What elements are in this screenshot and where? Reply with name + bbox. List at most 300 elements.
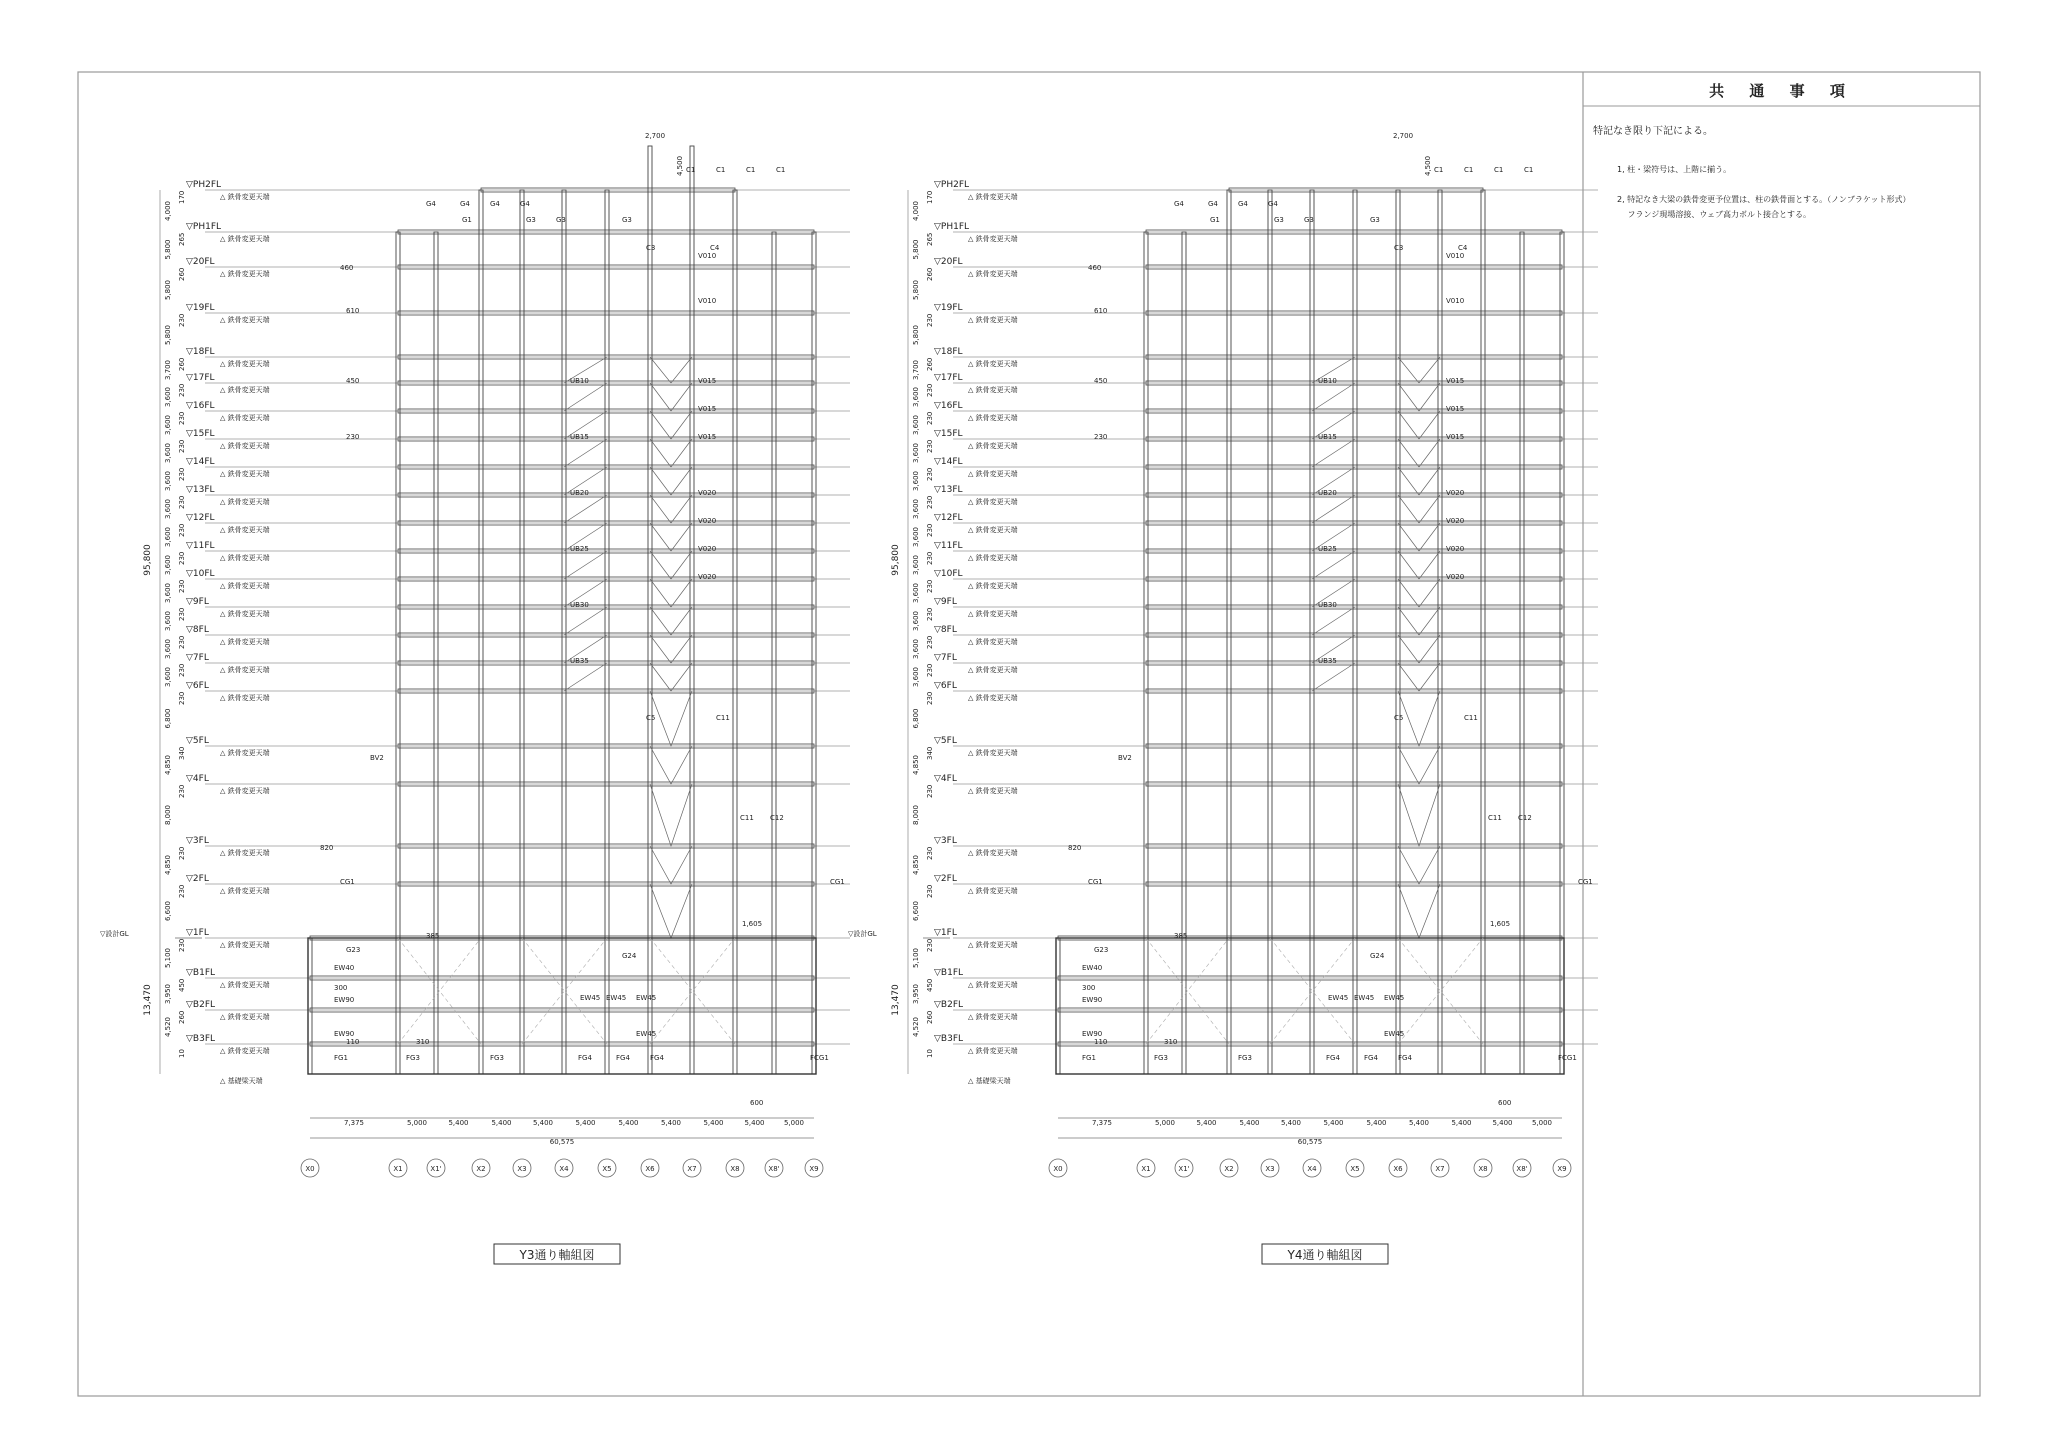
floor-offset: 265 xyxy=(926,232,934,246)
core-brace xyxy=(650,607,692,635)
span-label: 5,000 xyxy=(1531,1119,1553,1127)
story-height: 6,800 xyxy=(164,708,172,729)
floor-offset: 230 xyxy=(926,383,934,397)
level-label: ▽19FL xyxy=(934,303,963,313)
notes-item-3: フランジ現場溶接、ウェブ高力ボルト接合とする。 xyxy=(1617,210,1812,219)
level-note: △ 鉄骨変更天端 xyxy=(220,442,270,450)
level-label: ▽6FL xyxy=(934,681,957,691)
level-label: ▽11FL xyxy=(934,541,963,551)
level-label: ▽16FL xyxy=(934,401,963,411)
level-label: ▽B2FL xyxy=(934,1000,964,1010)
level-label: ▽8FL xyxy=(186,625,209,635)
story-height: 3,600 xyxy=(912,414,920,436)
core-brace xyxy=(650,383,692,411)
floor-offset: 230 xyxy=(926,523,934,537)
story-height: 3,600 xyxy=(164,498,172,520)
total-span: 60,575 xyxy=(1297,1138,1323,1146)
column-label: C3 xyxy=(646,244,656,252)
span-label: 5,400 xyxy=(1451,1119,1472,1127)
level-note: △ 鉄骨変更天端 xyxy=(220,1013,270,1021)
floor-offset: 230 xyxy=(178,467,186,481)
floor-offset: 260 xyxy=(926,1010,934,1024)
level-note: △ 鉄骨変更天端 xyxy=(968,694,1018,702)
level-note: △ 鉄骨変更天端 xyxy=(220,1047,270,1055)
brace-label: V015 xyxy=(698,405,717,413)
floor-offset: 230 xyxy=(926,579,934,593)
span-label: 5,400 xyxy=(1239,1119,1260,1127)
diagonal-brace xyxy=(564,495,607,523)
floor-offset: 170 xyxy=(178,190,186,204)
floor-offset: 450 xyxy=(926,978,934,992)
dimension-mark: 310 xyxy=(1164,1038,1178,1046)
level-label: ▽4FL xyxy=(934,774,957,784)
level-label: ▽17FL xyxy=(186,373,215,383)
level-note: △ 鉄骨変更天端 xyxy=(220,981,270,989)
brace-label: V020 xyxy=(698,545,717,553)
level-label: ▽7FL xyxy=(186,653,209,663)
floor-offset: 230 xyxy=(178,383,186,397)
floor-offset: 260 xyxy=(178,267,186,281)
level-note: △ 鉄骨変更天端 xyxy=(220,582,270,590)
top-width: 2,700 xyxy=(645,132,666,140)
story-height: 3,600 xyxy=(912,442,920,464)
level-note: △ 鉄骨変更天端 xyxy=(220,610,270,618)
column-label: C11 xyxy=(740,814,754,822)
column-label: C4 xyxy=(710,244,720,252)
wall-label: EW45 xyxy=(636,1030,657,1038)
beam-label: FG4 xyxy=(578,1054,592,1062)
level-label: ▽13FL xyxy=(934,485,963,495)
story-height: 3,600 xyxy=(912,666,920,688)
brace-label: UB25 xyxy=(1318,545,1337,553)
dimension-mark: 385 xyxy=(426,932,440,940)
beam-label: G4 xyxy=(460,200,470,208)
floor-offset: 230 xyxy=(178,607,186,621)
diagonal-brace xyxy=(1312,551,1355,579)
core-brace xyxy=(1398,607,1440,635)
span-label: 5,400 xyxy=(1280,1119,1302,1127)
brace-label: V020 xyxy=(1446,517,1465,525)
column xyxy=(605,190,609,1074)
level-note: △ 鉄骨変更天端 xyxy=(220,386,270,394)
level-note: △ 鉄骨変更天端 xyxy=(220,749,270,757)
level-label: ▽12FL xyxy=(186,513,215,523)
level-note: △ 鉄骨変更天端 xyxy=(968,386,1018,394)
level-label: ▽PH1FL xyxy=(934,222,970,232)
level-label: ▽20FL xyxy=(934,257,963,267)
floor-offset: 10 xyxy=(178,1049,186,1058)
story-height: 3,600 xyxy=(164,386,172,408)
floor-offset: 260 xyxy=(178,357,186,371)
level-note: △ 鉄骨変更天端 xyxy=(220,470,270,478)
core-brace xyxy=(650,523,692,551)
level-note: △ 鉄骨変更天端 xyxy=(968,1013,1018,1021)
story-height: 4,520 xyxy=(912,1016,920,1038)
column xyxy=(434,232,438,1074)
notes-lead: 特記なき限り下記による。 xyxy=(1593,126,1713,137)
column xyxy=(1268,190,1272,1074)
story-height: 5,800 xyxy=(912,279,920,301)
level-note: △ 鉄骨変更天端 xyxy=(220,887,270,895)
brace-label: V010 xyxy=(698,297,717,305)
level-note: △ 鉄骨変更天端 xyxy=(968,582,1018,590)
beam-label: G1 xyxy=(462,216,472,224)
beam-label: FG1 xyxy=(334,1054,348,1062)
diagonal-brace xyxy=(1312,663,1355,691)
floor-offset: 230 xyxy=(926,313,934,327)
floor-offset: 230 xyxy=(178,938,186,952)
brace-label: V015 xyxy=(698,433,717,441)
brace-label: V015 xyxy=(1446,405,1465,413)
column xyxy=(733,190,737,1074)
level-label: ▽5FL xyxy=(934,736,957,746)
level-note: △ 鉄骨変更天端 xyxy=(968,316,1018,324)
story-height: 3,600 xyxy=(164,666,172,688)
level-label: ▽13FL xyxy=(186,485,215,495)
level-note: △ 鉄骨変更天端 xyxy=(968,270,1018,278)
axis-label: X1 xyxy=(393,1165,403,1173)
core-brace xyxy=(650,439,692,467)
column-label: C5 xyxy=(1394,714,1404,722)
column-label: C11 xyxy=(1464,714,1478,722)
column-label: C4 xyxy=(1458,244,1468,252)
level-label: ▽PH2FL xyxy=(934,180,970,190)
axis-label: X7 xyxy=(687,1165,697,1173)
column xyxy=(1481,190,1485,1074)
floor-offset: 230 xyxy=(178,663,186,677)
level-label: ▽17FL xyxy=(934,373,963,383)
story-height: 3,600 xyxy=(164,610,172,632)
axis-label: X1 xyxy=(1141,1165,1151,1173)
brace-label: BV2 xyxy=(370,754,384,762)
beam-label: G4 xyxy=(1208,200,1218,208)
beam-label: G4 xyxy=(1174,200,1184,208)
story-height: 5,800 xyxy=(912,239,920,260)
level-note: △ 鉄骨変更天端 xyxy=(968,442,1018,450)
caption-y4: Y4通り軸組図 xyxy=(1287,1248,1363,1262)
level-label: ▽10FL xyxy=(186,569,215,579)
story-height: 8,000 xyxy=(912,804,920,826)
dimension-mark: 610 xyxy=(346,307,360,315)
core-brace xyxy=(650,579,692,607)
span-label: 5,400 xyxy=(744,1119,765,1127)
floor-offset: 10 xyxy=(926,1049,934,1058)
brace-label: UB35 xyxy=(570,657,589,665)
level-label: ▽B1FL xyxy=(934,968,964,978)
brace-label: UB30 xyxy=(570,601,589,609)
beam-label: FG4 xyxy=(1326,1054,1340,1062)
column-label: C1 xyxy=(1524,166,1534,174)
story-height: 4,850 xyxy=(164,754,172,776)
beam-label: G24 xyxy=(1370,952,1385,960)
level-note: △ 鉄骨変更天端 xyxy=(220,526,270,534)
beam-label: G23 xyxy=(346,946,361,954)
core-brace xyxy=(1398,551,1440,579)
column xyxy=(648,146,652,1074)
diagonal-brace xyxy=(564,663,607,691)
axis-label: X1' xyxy=(430,1165,442,1173)
level-label: ▽15FL xyxy=(934,429,963,439)
story-height: 4,850 xyxy=(164,854,172,876)
column-label: C1 xyxy=(1494,166,1504,174)
dimension-mark: 110 xyxy=(1094,1038,1108,1046)
level-label: ▽12FL xyxy=(934,513,963,523)
floor-offset: 230 xyxy=(178,439,186,453)
beam-label: FCG1 xyxy=(1558,1054,1577,1062)
core-brace xyxy=(650,784,692,846)
dimension-mark: 610 xyxy=(1094,307,1108,315)
column xyxy=(690,146,694,1074)
story-height: 4,000 xyxy=(912,200,920,222)
total-span: 60,575 xyxy=(549,1138,575,1146)
beam-label: FG4 xyxy=(616,1054,630,1062)
diagonal-brace xyxy=(1312,439,1355,467)
axis-label: X3 xyxy=(517,1165,527,1173)
level-label: ▽B2FL xyxy=(186,1000,216,1010)
ground-label: ▽設計GL xyxy=(848,930,877,938)
dimension-mark: 300 xyxy=(334,984,348,992)
floor-offset: 230 xyxy=(178,884,186,898)
level-note: △ 鉄骨変更天端 xyxy=(220,849,270,857)
axis-label: X5 xyxy=(602,1165,612,1173)
beam-label: G4 xyxy=(426,200,436,208)
brace-label: UB15 xyxy=(1318,433,1337,441)
span-label: 7,375 xyxy=(1091,1119,1113,1127)
level-note: △ 鉄骨変更天端 xyxy=(220,235,270,243)
core-brace xyxy=(650,746,692,784)
core-brace xyxy=(1398,746,1440,784)
core-brace xyxy=(1398,635,1440,663)
floor-offset: 260 xyxy=(178,1010,186,1024)
level-note: △ 鉄骨変更天端 xyxy=(220,498,270,506)
brace-label: V020 xyxy=(698,489,717,497)
story-height: 3,600 xyxy=(912,638,920,660)
story-height: 4,000 xyxy=(164,200,172,222)
level-label: ▽1FL xyxy=(186,928,209,938)
level-label: ▽6FL xyxy=(186,681,209,691)
wall-label: EW45 xyxy=(1384,994,1405,1002)
wall-label: EW90 xyxy=(1082,1030,1103,1038)
story-height: 4,850 xyxy=(912,754,920,776)
level-label: ▽3FL xyxy=(934,836,957,846)
core-brace xyxy=(1398,884,1440,938)
level-note: △ 鉄骨変更天端 xyxy=(220,554,270,562)
column xyxy=(772,232,776,1074)
column-label: C1 xyxy=(746,166,756,174)
level-label: ▽2FL xyxy=(186,874,209,884)
floor-offset: 230 xyxy=(178,579,186,593)
floor-offset: 340 xyxy=(178,746,186,760)
sheet-border xyxy=(78,72,1980,1396)
brace-label: V020 xyxy=(698,517,717,525)
span-label: 5,400 xyxy=(1408,1119,1430,1127)
core-brace xyxy=(650,635,692,663)
brace-label: V020 xyxy=(1446,573,1465,581)
story-height: 3,950 xyxy=(164,983,172,1005)
core-brace xyxy=(650,411,692,439)
floor-offset: 230 xyxy=(926,439,934,453)
beam-label: G24 xyxy=(622,952,637,960)
core-brace xyxy=(650,357,692,383)
level-note: △ 鉄骨変更天端 xyxy=(968,554,1018,562)
story-height: 3,600 xyxy=(164,414,172,436)
floor-offset: 230 xyxy=(926,846,934,860)
column-label: C12 xyxy=(1518,814,1532,822)
dimension-mark: 230 xyxy=(1094,433,1108,441)
beam-label: FG3 xyxy=(406,1054,420,1062)
level-note: △ 鉄骨変更天端 xyxy=(220,193,270,201)
story-height: 3,600 xyxy=(164,554,172,576)
level-label: ▽9FL xyxy=(186,597,209,607)
level-note: △ 鉄骨変更天端 xyxy=(968,1047,1018,1055)
column-label: C1 xyxy=(1464,166,1474,174)
level-label: ▽10FL xyxy=(934,569,963,579)
wall-label: EW40 xyxy=(334,964,355,972)
column xyxy=(1182,232,1186,1074)
core-brace xyxy=(650,495,692,523)
story-height: 4,520 xyxy=(164,1016,172,1038)
span-label: 5,400 xyxy=(532,1119,554,1127)
dimension-mark: 310 xyxy=(416,1038,430,1046)
dimension-mark: 1,605 xyxy=(742,920,763,928)
caption-y3: Y3通り軸組図 xyxy=(519,1248,595,1262)
floor-offset: 230 xyxy=(178,523,186,537)
column-label: C5 xyxy=(646,714,656,722)
story-height: 3,600 xyxy=(912,526,920,548)
diagonal-brace xyxy=(1312,383,1355,411)
floor-offset: 230 xyxy=(178,411,186,425)
dimension-mark: 460 xyxy=(340,264,354,272)
column-label: C3 xyxy=(1394,244,1404,252)
story-height: 3,700 xyxy=(912,359,920,381)
wall-label: EW90 xyxy=(1082,996,1103,1004)
span-label: 5,400 xyxy=(618,1119,639,1127)
dimension-mark: 300 xyxy=(1082,984,1096,992)
beam-label: CG1 xyxy=(340,878,355,886)
level-note: △ 鉄骨変更天端 xyxy=(968,193,1018,201)
dimension-mark: 820 xyxy=(320,844,334,852)
level-note: △ 鉄骨変更天端 xyxy=(968,749,1018,757)
beam-label: FG3 xyxy=(1238,1054,1252,1062)
beam-label: G3 xyxy=(556,216,566,224)
brace-label: UB20 xyxy=(1318,489,1337,497)
level-note: △ 鉄骨変更天端 xyxy=(968,887,1018,895)
span-label: 5,400 xyxy=(448,1119,469,1127)
floor-offset: 230 xyxy=(926,784,934,798)
floor-offset: 230 xyxy=(178,313,186,327)
total-height: 95,800 xyxy=(143,544,153,576)
core-brace xyxy=(1398,579,1440,607)
span-label: 5,000 xyxy=(1154,1119,1176,1127)
brace-label: UB10 xyxy=(570,377,589,385)
brace-label: V010 xyxy=(1446,297,1465,305)
core-brace xyxy=(650,467,692,495)
axis-label: X8 xyxy=(730,1165,740,1173)
floor-offset: 450 xyxy=(178,978,186,992)
brace-label: UB35 xyxy=(1318,657,1337,665)
span-label: 5,400 xyxy=(703,1119,724,1127)
beam-label: G3 xyxy=(526,216,536,224)
foundation-note: △ 基礎梁天端 xyxy=(968,1077,1011,1085)
axis-label: X5 xyxy=(1350,1165,1360,1173)
story-height: 4,850 xyxy=(912,854,920,876)
level-label: ▽4FL xyxy=(186,774,209,784)
level-label: ▽1FL xyxy=(934,928,957,938)
axis-label: X6 xyxy=(1393,1165,1403,1173)
diagonal-brace xyxy=(564,439,607,467)
brace-label: UB10 xyxy=(1318,377,1337,385)
brace-label: UB25 xyxy=(570,545,589,553)
diagonal-brace xyxy=(564,383,607,411)
axis-label: X7 xyxy=(1435,1165,1445,1173)
axis-label: X1' xyxy=(1178,1165,1190,1173)
column-label: C12 xyxy=(770,814,784,822)
top-height: 4,500 xyxy=(676,155,684,176)
floor-offset: 260 xyxy=(926,267,934,281)
brace-label: V020 xyxy=(1446,489,1465,497)
beam-label: G3 xyxy=(622,216,632,224)
diagonal-brace xyxy=(564,551,607,579)
level-label: ▽B3FL xyxy=(186,1034,216,1044)
level-label: ▽2FL xyxy=(934,874,957,884)
story-height: 3,600 xyxy=(164,638,172,660)
diagonal-brace xyxy=(564,607,607,635)
level-note: △ 鉄骨変更天端 xyxy=(968,638,1018,646)
beam-label: G3 xyxy=(1370,216,1380,224)
level-label: ▽18FL xyxy=(186,347,215,357)
span-label: 5,400 xyxy=(491,1119,512,1127)
diagonal-brace xyxy=(1312,495,1355,523)
core-brace xyxy=(1398,383,1440,411)
story-height: 3,600 xyxy=(164,470,172,492)
level-label: ▽PH1FL xyxy=(186,222,222,232)
level-label: ▽3FL xyxy=(186,836,209,846)
level-note: △ 鉄骨変更天端 xyxy=(220,414,270,422)
dimension-mark: 820 xyxy=(1068,844,1082,852)
beam-label: FG3 xyxy=(1154,1054,1168,1062)
beam-label: FCG1 xyxy=(810,1054,829,1062)
frame-elevation-y3 xyxy=(100,132,850,1177)
level-label: ▽8FL xyxy=(934,625,957,635)
floor-offset: 230 xyxy=(178,635,186,649)
brace-label: V010 xyxy=(1446,252,1465,260)
story-height: 6,600 xyxy=(164,900,172,922)
wall-label: EW45 xyxy=(1328,994,1349,1002)
axis-label: X8' xyxy=(1516,1165,1528,1173)
floor-offset: 340 xyxy=(926,746,934,760)
span-label: 5,400 xyxy=(575,1119,596,1127)
level-label: ▽18FL xyxy=(934,347,963,357)
level-note: △ 鉄骨変更天端 xyxy=(968,498,1018,506)
story-height: 3,600 xyxy=(164,526,172,548)
core-brace xyxy=(1398,846,1440,884)
level-label: ▽15FL xyxy=(186,429,215,439)
brace-label: V015 xyxy=(1446,433,1465,441)
floor-offset: 230 xyxy=(926,411,934,425)
level-label: ▽PH2FL xyxy=(186,180,222,190)
notes-title: 共 通 事 項 xyxy=(1709,82,1855,100)
story-height: 3,600 xyxy=(912,610,920,632)
level-note: △ 鉄骨変更天端 xyxy=(220,666,270,674)
wall-label: EW45 xyxy=(636,994,657,1002)
floor-offset: 230 xyxy=(926,467,934,481)
level-label: ▽7FL xyxy=(934,653,957,663)
level-note: △ 鉄骨変更天端 xyxy=(968,849,1018,857)
span-label: 5,400 xyxy=(1323,1119,1344,1127)
beam-label: G4 xyxy=(1238,200,1248,208)
story-height: 3,700 xyxy=(164,359,172,381)
level-note: △ 鉄骨変更天端 xyxy=(220,316,270,324)
